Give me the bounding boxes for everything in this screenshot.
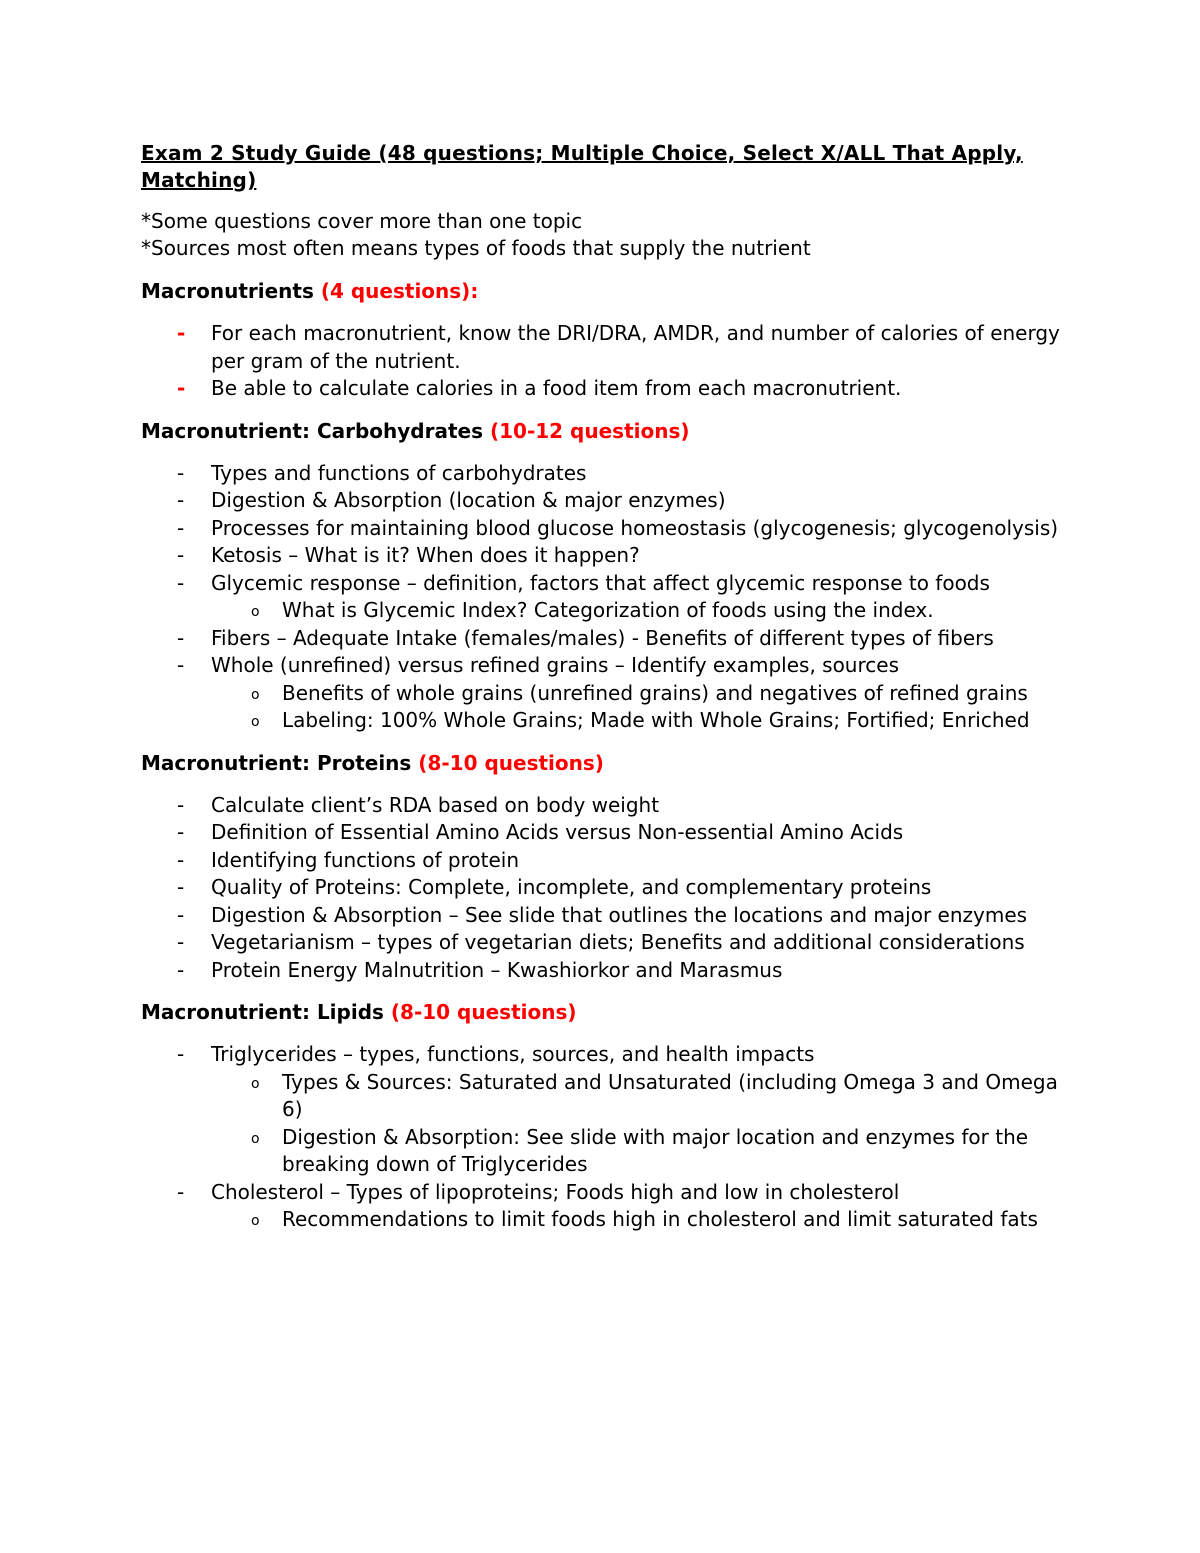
dash-bullet: - (177, 1042, 185, 1066)
circle-bullet: o (251, 604, 260, 620)
dash-bullet: - (177, 321, 186, 345)
topic-list (141, 792, 1070, 985)
sub-list-item (141, 597, 1070, 625)
circle-bullet: o (251, 686, 260, 703)
list-item-text: Digestion & Absorption – See slide that outlines the locations and major enzymes (211, 902, 1028, 927)
list-item (141, 542, 1070, 570)
dash-bullet: - (177, 930, 185, 954)
sub-list-item-text: Benefits of whole grains (unrefined grains) and negatives of refined grains (282, 680, 1028, 705)
list-item (141, 819, 1070, 847)
list-item-text: Be able to calculate calories in a food item from each macronutrient. (211, 376, 902, 400)
list-item-text: Protein Energy Malnutrition – Kwashiorkor and Marasmus (211, 957, 783, 982)
dash-bullet: - (177, 460, 185, 485)
sub-list-item-text: Types & Sources: Saturated and Unsaturated (including Omega 3 and Omega 6) (282, 1069, 1058, 1121)
page-title: Exam 2 Study Guide (48 questions; Multiple Choice, Select X/ALL That Apply, Matching) (141, 141, 1023, 192)
list-item-text: Vegetarianism – types of vegetarian diets; Benefits and additional considerations (211, 930, 1025, 954)
list-item (141, 625, 1070, 653)
list-item-text: Fibers – Adequate Intake (females/males) - Benefits of different types of fibers (211, 625, 994, 650)
notes (141, 208, 1070, 262)
section-title: Macronutrient: Proteins (141, 750, 419, 775)
sections-container (141, 278, 1070, 1234)
list-item (141, 874, 1070, 902)
list-item (141, 1179, 1070, 1207)
list-item (141, 792, 1070, 820)
section-heading (141, 750, 1070, 777)
sub-list-item-text: What is Glycemic Index? Categorization of foods using the index. (282, 598, 934, 622)
section-heading (141, 999, 1070, 1026)
list-item-text: Definition of Essential Amino Acids versus Non-essential Amino Acids (211, 820, 904, 844)
sub-list-item (141, 707, 1070, 735)
sub-list-item (141, 1206, 1070, 1234)
section-title: Macronutrients (141, 279, 321, 303)
question-count: (8-10 questions) (418, 750, 604, 775)
circle-bullet: o (251, 1213, 260, 1229)
dash-bullet: - (177, 792, 185, 817)
list-item (141, 487, 1070, 515)
dash-bullet: - (177, 488, 185, 512)
sub-list-item-text: Recommendations to limit foods high in cholesterol and limit saturated fats (282, 1207, 1038, 1231)
section-title: Macronutrient: Lipids (141, 1000, 391, 1024)
circle-bullet: o (251, 1075, 260, 1092)
list-item (141, 1041, 1070, 1069)
section-heading (141, 278, 1070, 305)
question-count: (10-12 questions) (489, 418, 690, 443)
question-count: (8-10 questions) (390, 1000, 577, 1024)
dash-bullet: - (177, 625, 185, 650)
section-title: Macronutrient: Carbohydrates (141, 418, 490, 443)
list-item-text: Whole (unrefined) versus refined grains – Identify examples, sources (211, 653, 899, 677)
sub-list-item (141, 680, 1070, 708)
dash-bullet: - (177, 653, 185, 677)
circle-bullet: o (251, 714, 260, 730)
list-item (141, 570, 1070, 598)
dash-bullet: - (177, 570, 185, 595)
topic-list (141, 460, 1070, 735)
list-item (141, 375, 1070, 403)
dash-bullet: - (177, 820, 185, 844)
list-item (141, 929, 1070, 957)
dash-bullet: - (177, 902, 185, 927)
question-count: (4 questions): (320, 279, 479, 303)
topic-list (141, 1041, 1070, 1234)
note-line: *Some questions cover more than one topic (141, 209, 583, 233)
sub-list-item-text: Digestion & Absorption: See slide with major location and enzymes for the breaking down of Triglycerides (282, 1124, 1029, 1176)
list-item-text: Quality of Proteins: Complete, incomplete, and complementary proteins (211, 875, 932, 899)
list-item (141, 320, 1070, 375)
topic-list (141, 320, 1070, 403)
sub-list-item-text: Labeling: 100% Whole Grains; Made with Whole Grains; Fortified; Enriched (282, 708, 1030, 732)
list-item (141, 902, 1070, 930)
list-item-text: For each macronutrient, know the DRI/DRA, AMDR, and number of calories of energy per gram of the nutrient. (211, 321, 1060, 373)
list-item-text: Calculate client’s RDA based on body weight (211, 792, 660, 817)
dash-bullet: - (177, 1179, 185, 1204)
note-line: *Sources most often means types of foods that supply the nutrient (141, 236, 811, 260)
list-item (141, 515, 1070, 543)
circle-bullet: o (251, 1130, 260, 1147)
dash-bullet: - (177, 875, 185, 899)
list-item-text: Ketosis – What is it? When does it happen? (211, 543, 640, 567)
list-item-text: Identifying functions of protein (211, 847, 519, 872)
list-item (141, 460, 1070, 488)
list-item (141, 957, 1070, 985)
sub-list-item (141, 1124, 1070, 1179)
list-item-text: Cholesterol – Types of lipoproteins; Foods high and low in cholesterol (211, 1179, 900, 1204)
list-item-text: Types and functions of carbohydrates (211, 460, 587, 485)
dash-bullet: - (177, 957, 185, 982)
list-item-text: Triglycerides – types, functions, sources, and health impacts (211, 1042, 815, 1066)
section-heading (141, 418, 1070, 445)
list-item (141, 847, 1070, 875)
list-item (141, 652, 1070, 680)
dash-bullet: - (177, 515, 185, 540)
dash-bullet: - (177, 543, 185, 567)
list-item-text: Processes for maintaining blood glucose homeostasis (glycogenesis; glycogenolysis) (211, 515, 1059, 540)
list-item-text: Glycemic response – definition, factors that affect glycemic response to foods (211, 570, 990, 595)
dash-bullet: - (177, 376, 186, 400)
dash-bullet: - (177, 847, 185, 872)
sub-list-item (141, 1069, 1070, 1124)
list-item-text: Digestion & Absorption (location & major enzymes) (211, 488, 726, 512)
